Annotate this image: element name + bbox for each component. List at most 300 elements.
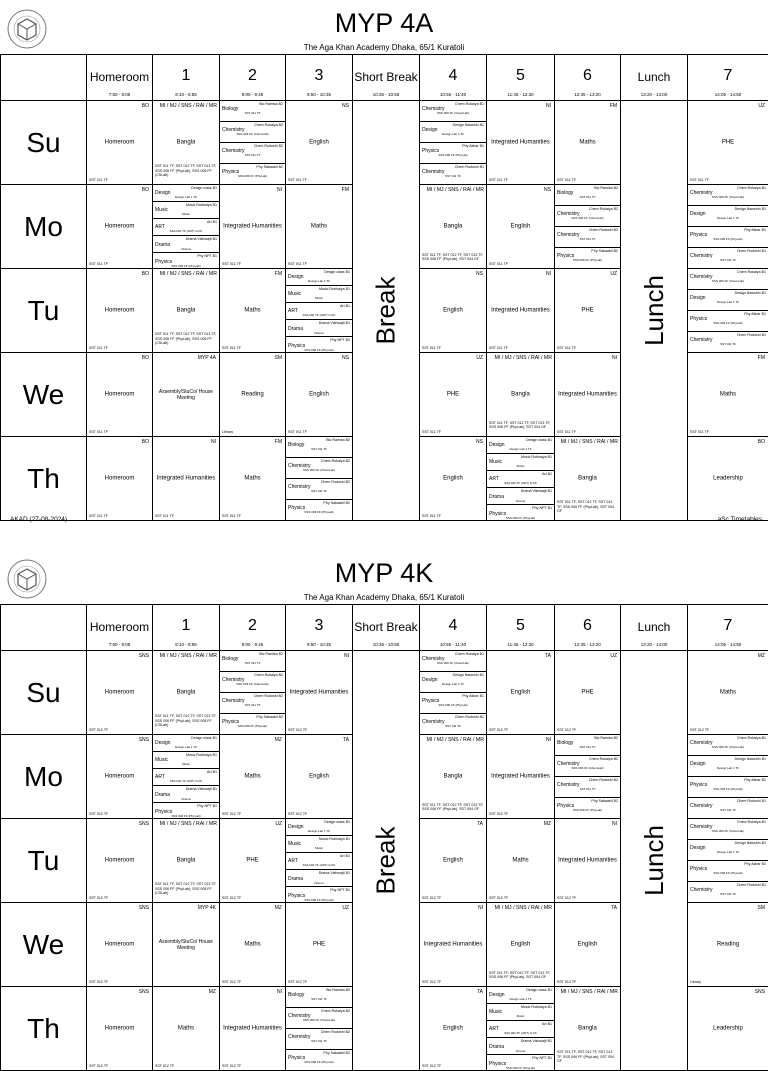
teacher-code: NI [277,989,282,995]
timetable-subgroup [153,752,219,769]
lesson-cell [286,185,353,269]
page-title: MYP 4A [0,8,768,38]
subject-name: English [557,941,618,949]
footer-date: AKAD (27-08-2024) [10,516,67,524]
subject-label: Music [288,291,350,297]
timetable-subgroup [153,202,219,219]
room-code: SST 012 TF [222,896,241,900]
period-header [87,605,153,651]
room-code: SST 012 TF [89,812,108,816]
teacher-label: Design Nawshin B1 [422,673,484,677]
subject-label: Design [690,761,766,767]
teacher-code: FM [342,187,349,193]
day-name: Tu [1,819,86,902]
short-break-column [353,101,420,521]
lesson-cell [487,101,555,185]
subject-name: Reading [222,391,283,399]
subject-label: Drama [288,326,350,332]
timetable-subgroup [153,735,219,752]
period-time: 14:05 - 14:50 [688,92,768,97]
period-name: Lunch [621,620,687,634]
timetable-subgroup [220,143,285,164]
subject-name: Assembly/StuCo/ House Meeting [155,388,217,400]
timetable-grid [0,604,768,1071]
subject-label: Physics [489,1061,552,1067]
split-lesson [487,437,554,520]
period-header [153,605,220,651]
room-label: SSS 006 FF (ChemLab) [557,217,618,221]
subject-label: Design [489,992,552,998]
timetable-subgroup [688,798,768,818]
room-label: SST 011 TF [222,704,283,708]
teacher-label: Music Rubhaiya B1 [155,753,217,757]
teacher-code: NI [277,187,282,193]
room-label: SST 011 TF [288,998,350,1002]
teacher-label: Chem Rodoshi B2 [222,144,283,148]
subject-label: Chemistry [690,274,766,280]
timetable-subgroup [153,236,219,253]
timetable-subgroup [487,505,554,520]
lesson-cell [286,101,353,185]
room-label: SSS 006 FF (PhyLab) [690,322,766,326]
subject-label: Biology [222,656,283,662]
teacher-code: NS [342,103,349,109]
lesson-cell [87,437,153,521]
timetable-subgroup [286,286,352,303]
teacher-label: Chem Rokaiya B1 [690,186,766,190]
lesson-cell [87,903,153,987]
lesson-cell [688,101,768,185]
period-name: Short Break [353,70,419,84]
lesson-cell [420,735,487,819]
teacher-label: Chem Rodoshi B1 [690,249,766,253]
subject-label: Chemistry [222,127,283,133]
timetable-subgroup [220,122,285,143]
lesson-cell [688,819,768,903]
room-label: SSS 006 FF (ChemLab) [222,133,283,137]
lesson-cell [555,185,621,269]
room-code: SST 012 TF [89,1064,108,1068]
timetable-subgroup [487,987,554,1004]
subject-label: ART [288,858,350,864]
teacher-code: SNS [139,821,149,827]
split-lesson [220,651,285,734]
subject-name: Bangla [422,773,484,781]
room-label: SST 011 TF [288,448,350,452]
period-time: 11:45 - 12:30 [487,642,554,647]
timetable-subgroup [555,185,620,206]
room-label: SSS 006 FF (PhyLab) [288,349,350,353]
lesson-cell [420,651,487,735]
room-label: SST 011 TF [690,343,766,347]
period-time: 7:50 - 8:05 [87,92,152,97]
teacher-label: Phy Sabaabil B2 [557,249,618,253]
subject-label: Music [155,757,217,763]
subject-name: Homeroom [89,307,150,315]
subject-label: Drama [288,876,350,882]
subject-name: PHE [422,391,484,399]
teacher-label: Phy Sabaabil B2 [288,501,350,505]
subject-name: Homeroom [89,689,150,697]
timetable-subgroup [153,786,219,803]
room-label: SSS 006 FF (ChemLab) [422,112,484,116]
room-code: SST 011 TF [288,178,307,182]
room-code: SST 011 TF [89,430,108,434]
room-code: SST 011 TF [690,178,709,182]
teacher-code: MZ [544,821,551,827]
subject-name: Maths [557,139,618,147]
subject-name: Homeroom [89,475,150,483]
timetable-subgroup [487,471,554,488]
room-label: Drama [155,248,217,252]
teacher-code: SNS [139,989,149,995]
lesson-cell [688,437,768,521]
timetable-subgroup [286,500,352,520]
room-label: SST 011 TF [422,725,484,729]
subject-name: PHE [222,857,283,865]
room-label: Design Lab 1 TF [690,851,766,855]
teacher-code: BO [142,439,149,445]
room-label: Music [489,465,552,469]
teacher-code: UZ [342,905,349,911]
timetable-subgroup [688,840,768,861]
room-label: SSS 006 FF (PhyLab) [690,788,766,792]
period-time: 13:20 - 14:00 [621,92,687,97]
subject-label: Chemistry [690,190,766,196]
subject-name: Maths [222,307,283,315]
room-label: SSA 002 TF (ART) G.FK [489,482,552,486]
room-label: SSA 002 TF (ART) G.FK [155,780,217,784]
room-code: SST 012 TF [222,980,241,984]
room-label: SSS 006 FF (PhyLab) [489,1067,552,1071]
split-lesson [487,987,554,1070]
teacher-code: NS [476,271,483,277]
teacher-label: Drama Vishwajit B1 [155,237,217,241]
subject-name: English [489,223,552,231]
teacher-label: Music Rubhaiya B1 [155,203,217,207]
room-code: SST 012 TF [422,980,441,984]
lesson-cell [153,735,220,819]
teacher-label: Design class B1 [489,438,552,442]
lesson-cell [220,185,286,269]
room-code: SST 011 TF [288,430,307,434]
lesson-cell [286,987,353,1071]
lesson-cell [487,651,555,735]
split-lesson [286,987,352,1070]
period-name: 6 [555,617,620,635]
lesson-cell [153,903,220,987]
subject-name: Maths [489,857,552,865]
lesson-cell [87,735,153,819]
day-label [1,353,87,437]
timetable-subgroup [286,1050,352,1070]
teacher-label: Chem Rokaiya B2 [288,1009,350,1013]
subject-name: English [422,1025,484,1033]
subject-label: Music [489,1009,552,1015]
subject-label: Physics [557,253,618,259]
teacher-label: Phy NPT B1 [155,254,217,258]
period-header [621,55,688,101]
teacher-code: BO [142,355,149,361]
lesson-cell [420,101,487,185]
subject-name: Leadership [690,475,766,483]
period-header [420,605,487,651]
period-header [353,605,420,651]
period-name: 1 [153,67,219,85]
teacher-code: SNS [139,653,149,659]
subject-name: Maths [222,773,283,781]
teacher-label: Chem Rodoshi B1 [690,799,766,803]
footer-credit: aSc Timetables [718,516,762,524]
room-code: SST 011 TF [222,262,241,266]
lesson-cell [153,353,220,437]
teacher-label: Chem Rodoshi B1 [690,883,766,887]
teacher-label: Phy NPT B1 [288,888,350,892]
room-label: SSA 002 TF (ART) G.FK [489,1032,552,1036]
timetable-subgroup [555,206,620,227]
room-label: SSA 002 TF (ART) G.FK [288,864,350,868]
room-label: SSS 006 FF (ChemLab) [690,830,766,834]
room-list: SST 011 TF, SST 012 TF, SST 013 TF, SSS 006 FF (PhyLab), SST 004 GF [489,971,552,980]
timetable-subgroup [420,122,486,143]
subject-label: Drama [489,1044,552,1050]
room-code: SST 012 TF [89,728,108,732]
room-label: SST 011 TF [690,259,766,263]
subject-name: Homeroom [89,857,150,865]
subject-label: ART [489,476,552,482]
lesson-cell [555,903,621,987]
lesson-cell [555,101,621,185]
day-name: Tu [1,269,86,352]
timetable-subgroup [420,164,486,184]
lesson-cell [153,185,220,269]
room-label: SSS 006 FF (PhyLab) [557,809,618,813]
teacher-label: Chem Rodoshi B2 [288,1030,350,1034]
subject-label: Chemistry [690,887,766,893]
teacher-label: Music Rubhaiya B1 [288,287,350,291]
room-label: Design Lab 1 TF [690,217,766,221]
room-label: Design Lab 1 TF [288,830,350,834]
language-group: MI / MJ / SNS / RAI / MR [489,905,552,911]
teacher-label: Phy Akbar B1 [690,312,766,316]
period-name: 3 [286,67,352,85]
lesson-cell [688,735,768,819]
timetable-subgroup [286,337,352,352]
teacher-code: UZ [610,271,617,277]
room-code: SST 012 TF [489,812,508,816]
subject-name: Homeroom [89,773,150,781]
period-header [688,55,768,101]
subject-label: Chemistry [422,656,484,662]
day-name: Mo [1,185,86,268]
lesson-cell [420,185,487,269]
subject-label: Chemistry [422,719,484,725]
subject-name: Assembly/StuCo/ House Meeting [155,938,217,950]
split-lesson [420,101,486,184]
teacher-code: NS [476,439,483,445]
teacher-code: TA [477,989,483,995]
subject-name: Integrated Humanities [155,475,217,483]
teacher-code: FM [275,271,282,277]
split-lesson [153,185,219,268]
teacher-label: Phy NPT B1 [489,1056,552,1060]
room-code: SST 011 TF [489,346,508,350]
split-lesson [555,735,620,818]
lesson-cell [87,651,153,735]
timetable-subgroup [688,227,768,248]
day-label [1,903,87,987]
room-label: SSS 006 FF (ChemLab) [690,746,766,750]
teacher-code: NI [546,737,551,743]
teacher-label: Bio Ramisa B2 [288,988,350,992]
period-time: 11:45 - 12:30 [487,92,554,97]
lunch-label [621,101,687,520]
room-label: SST 011 TF [690,809,766,813]
break-label [353,651,419,1070]
timetable-subgroup [688,756,768,777]
subject-label: Chemistry [690,803,766,809]
timetable-subgroup [420,693,486,714]
timetable-subgroup [286,987,352,1008]
lesson-cell [153,651,220,735]
subject-label: ART [489,1026,552,1032]
teacher-label: Art B1 [155,220,217,224]
subject-label: Physics [288,343,350,349]
lesson-cell [87,185,153,269]
room-code: SST 011 TF [89,346,108,350]
lunch-column [621,651,688,1071]
room-label: SSS 006 FF (ChemLab) [690,280,766,284]
timetable-subgroup [220,672,285,693]
timetable-subgroup [555,777,620,798]
lesson-cell [153,987,220,1071]
language-group: MI / MJ / SNS / RAI / MR [489,355,552,361]
subject-label: Chemistry [690,337,766,343]
timetable-subgroup [688,735,768,756]
room-code: SST 012 TF [89,980,108,984]
teacher-code: NS [544,187,551,193]
room-label: SSS 006 FF (ChemLab) [557,767,618,771]
lesson-cell [555,651,621,735]
room-label: SSS 006 FF (PhyLab) [489,517,552,521]
teacher-label: Phy Akbar B1 [690,228,766,232]
timetable-subgroup [688,248,768,268]
room-label: SST 011 TF [422,175,484,179]
language-group: MI / MJ / SNS / RAI / MR [422,187,484,193]
period-time: 10:55 - 11:40 [420,642,486,647]
room-label: SST 011 TF [288,490,350,494]
subject-label: Design [690,211,766,217]
subject-label: Chemistry [222,698,283,704]
room-label: Music [155,213,217,217]
lesson-cell [220,987,286,1071]
room-label: SST 011 TF [222,154,283,158]
teacher-label: Drama Vishwajit B1 [155,787,217,791]
teacher-code: TA [611,905,617,911]
teacher-label: Art B1 [288,854,350,858]
timetable-subgroup [153,769,219,786]
teacher-code: SNS [139,737,149,743]
room-code: SST 012 TF [557,896,576,900]
lesson-cell [87,353,153,437]
subject-label: Drama [155,242,217,248]
teacher-code: MZ [758,653,765,659]
teacher-label: Design class B1 [288,820,350,824]
period-name: 4 [420,617,486,635]
subject-name: English [288,139,350,147]
lesson-cell [220,819,286,903]
timetable-subgroup [688,777,768,798]
period-time: 8:10 - 8:55 [153,92,219,97]
period-header [688,605,768,651]
subject-label: Design [422,677,484,683]
subject-label: ART [155,224,217,230]
page-title: MYP 4K [0,558,768,588]
subject-label: Chemistry [288,1013,350,1019]
period-name: 5 [487,617,554,635]
language-group: MI / MJ / SNS / RAI / MR [155,103,217,109]
subject-label: Chemistry [557,232,618,238]
day-label [1,735,87,819]
teacher-label: Design Nawshin B1 [690,291,766,295]
room-label: Design Lab 1 TF [155,196,217,200]
period-time: 13:20 - 14:00 [621,642,687,647]
timetable-subgroup [286,320,352,337]
room-label: SSS 006 FF (ChemLab) [690,196,766,200]
timetable-grid [0,54,768,521]
timetable-subgroup [555,227,620,248]
teacher-label: Music Rubhaiya B1 [489,455,552,459]
language-group: MI / MJ / SNS / RAI / MR [557,989,618,995]
room-label: SSS 006 FF (PhyLab) [155,265,217,269]
language-group: MI / MJ / SNS / RAI / MR [155,271,217,277]
lesson-cell [688,269,768,353]
day-label [1,987,87,1071]
lesson-cell [688,353,768,437]
lesson-cell [688,903,768,987]
timetable-subgroup [286,269,352,286]
timetable-subgroup [420,651,486,672]
subject-label: Chemistry [690,740,766,746]
period-name: 1 [153,617,219,635]
teacher-code: TA [477,821,483,827]
lunch-text: Lunch [639,275,670,346]
teacher-label: Design Nawshin B1 [690,207,766,211]
timetable-subgroup [487,454,554,471]
subject-label: Chemistry [557,761,618,767]
subject-name: Integrated Humanities [422,941,484,949]
timetable-subgroup [153,253,219,268]
room-code: SST 011 TF [489,178,508,182]
teacher-code: SM [758,905,766,911]
subject-name: Maths [222,475,283,483]
teacher-label: Design class B1 [155,186,217,190]
teacher-code: UZ [758,103,765,109]
teacher-label: Drama Vishwajit B1 [288,321,350,325]
teacher-label: Art B1 [155,770,217,774]
room-label: Drama [489,500,552,504]
lesson-cell [555,735,621,819]
teacher-code: BO [142,103,149,109]
teacher-code: NI [211,439,216,445]
subject-name: Integrated Humanities [489,773,552,781]
timetable-subgroup [555,735,620,756]
lesson-cell [286,651,353,735]
lesson-cell [220,353,286,437]
subject-name: English [489,689,552,697]
subject-label: Design [288,824,350,830]
timetable-subgroup [153,219,219,236]
